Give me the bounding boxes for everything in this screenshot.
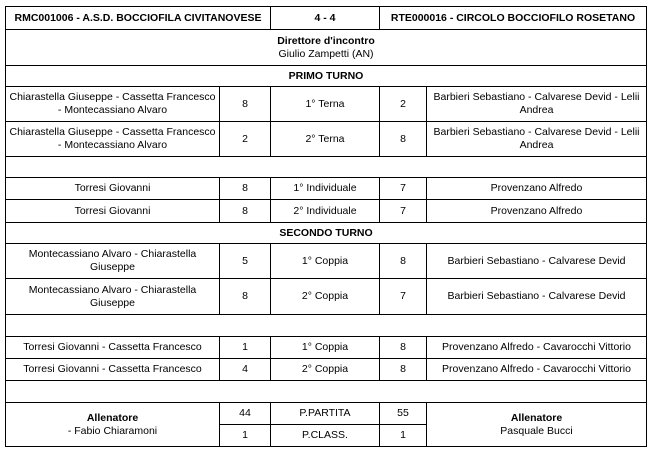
away-score: 2: [379, 86, 427, 122]
home-coach-name: - Fabio Chiaramoni: [67, 424, 158, 437]
home-score: 1: [219, 336, 271, 359]
game-type: 1° Coppia: [270, 243, 380, 279]
class-points-label: P.CLASS.: [270, 424, 380, 447]
away-team-header: RTE000016 - CIRCOLO BOCCIOFILO ROSETANO: [379, 6, 647, 30]
home-players: Torresi Giovanni - Cassetta Francesco: [5, 358, 220, 381]
away-players: Barbieri Sebastiano - Calvarese Devid: [426, 243, 647, 279]
away-players: Barbieri Sebastiano - Calvarese Devid - Lelii Andrea: [426, 121, 647, 157]
home-players: Chiarastella Giuseppe - Cassetta Francesco - Montecassiano Alvaro: [5, 121, 220, 157]
game-type: 2° Coppia: [270, 278, 380, 315]
home-players: Montecassiano Alvaro - Chiarastella Giuseppe: [5, 278, 220, 315]
director-label: Direttore d'incontro: [277, 34, 375, 47]
home-total-points: 44: [219, 402, 271, 425]
away-score: 8: [379, 243, 427, 279]
game-type: 1° Individuale: [270, 177, 380, 200]
home-class-points: 1: [219, 424, 271, 447]
home-score: 8: [219, 278, 271, 315]
away-players: Barbieri Sebastiano - Calvarese Devid: [426, 278, 647, 315]
home-score: 8: [219, 177, 271, 200]
away-coach-box: [426, 402, 647, 447]
game-type: 1° Coppia: [270, 336, 380, 359]
away-players: Provenzano Alfredo - Cavarocchi Vittorio: [426, 336, 647, 359]
away-players: Provenzano Alfredo - Cavarocchi Vittorio: [426, 358, 647, 381]
home-score: 2: [219, 121, 271, 157]
secondo-turno-title: SECONDO TURNO: [5, 222, 647, 244]
director-name: Giulio Zampetti (AN): [278, 47, 374, 60]
away-class-points: 1: [379, 424, 427, 447]
away-total-points: 55: [379, 402, 427, 425]
total-points-label: P.PARTITA: [270, 402, 380, 425]
spacer-row: [5, 156, 647, 178]
spacer-row: [5, 380, 647, 403]
spacer-row: [5, 314, 647, 337]
home-score: 8: [219, 199, 271, 223]
away-coach-name: Pasquale Bucci: [500, 424, 573, 437]
away-score: 7: [379, 278, 427, 315]
home-score: 4: [219, 358, 271, 381]
away-players: Provenzano Alfredo: [426, 199, 647, 223]
home-score: 8: [219, 86, 271, 122]
home-team-header: RMC001006 - A.S.D. BOCCIOFILA CIVITANOVESE: [5, 6, 271, 30]
away-score: 8: [379, 358, 427, 381]
home-players: Torresi Giovanni: [5, 199, 220, 223]
home-players: Chiarastella Giuseppe - Cassetta Francesco - Montecassiano Alvaro: [5, 86, 220, 122]
away-players: Barbieri Sebastiano - Calvarese Devid - Lelii Andrea: [426, 86, 647, 122]
home-score: 5: [219, 243, 271, 279]
match-score: 4 - 4: [270, 6, 380, 30]
game-type: 2° Individuale: [270, 199, 380, 223]
home-coach-label: Allenatore: [86, 411, 139, 424]
away-score: 8: [379, 336, 427, 359]
home-players: Montecassiano Alvaro - Chiarastella Giuseppe: [5, 243, 220, 279]
game-type: 1° Terna: [270, 86, 380, 122]
director-box: [5, 29, 647, 66]
away-coach-label: Allenatore: [510, 411, 563, 424]
primo-turno-title: PRIMO TURNO: [5, 65, 647, 87]
home-players: Torresi Giovanni - Cassetta Francesco: [5, 336, 220, 359]
home-coach-box: [5, 402, 220, 447]
game-type: 2° Coppia: [270, 358, 380, 381]
away-score: 8: [379, 121, 427, 157]
away-score: 7: [379, 177, 427, 200]
away-score: 7: [379, 199, 427, 223]
away-players: Provenzano Alfredo: [426, 177, 647, 200]
home-players: Torresi Giovanni: [5, 177, 220, 200]
game-type: 2° Terna: [270, 121, 380, 157]
